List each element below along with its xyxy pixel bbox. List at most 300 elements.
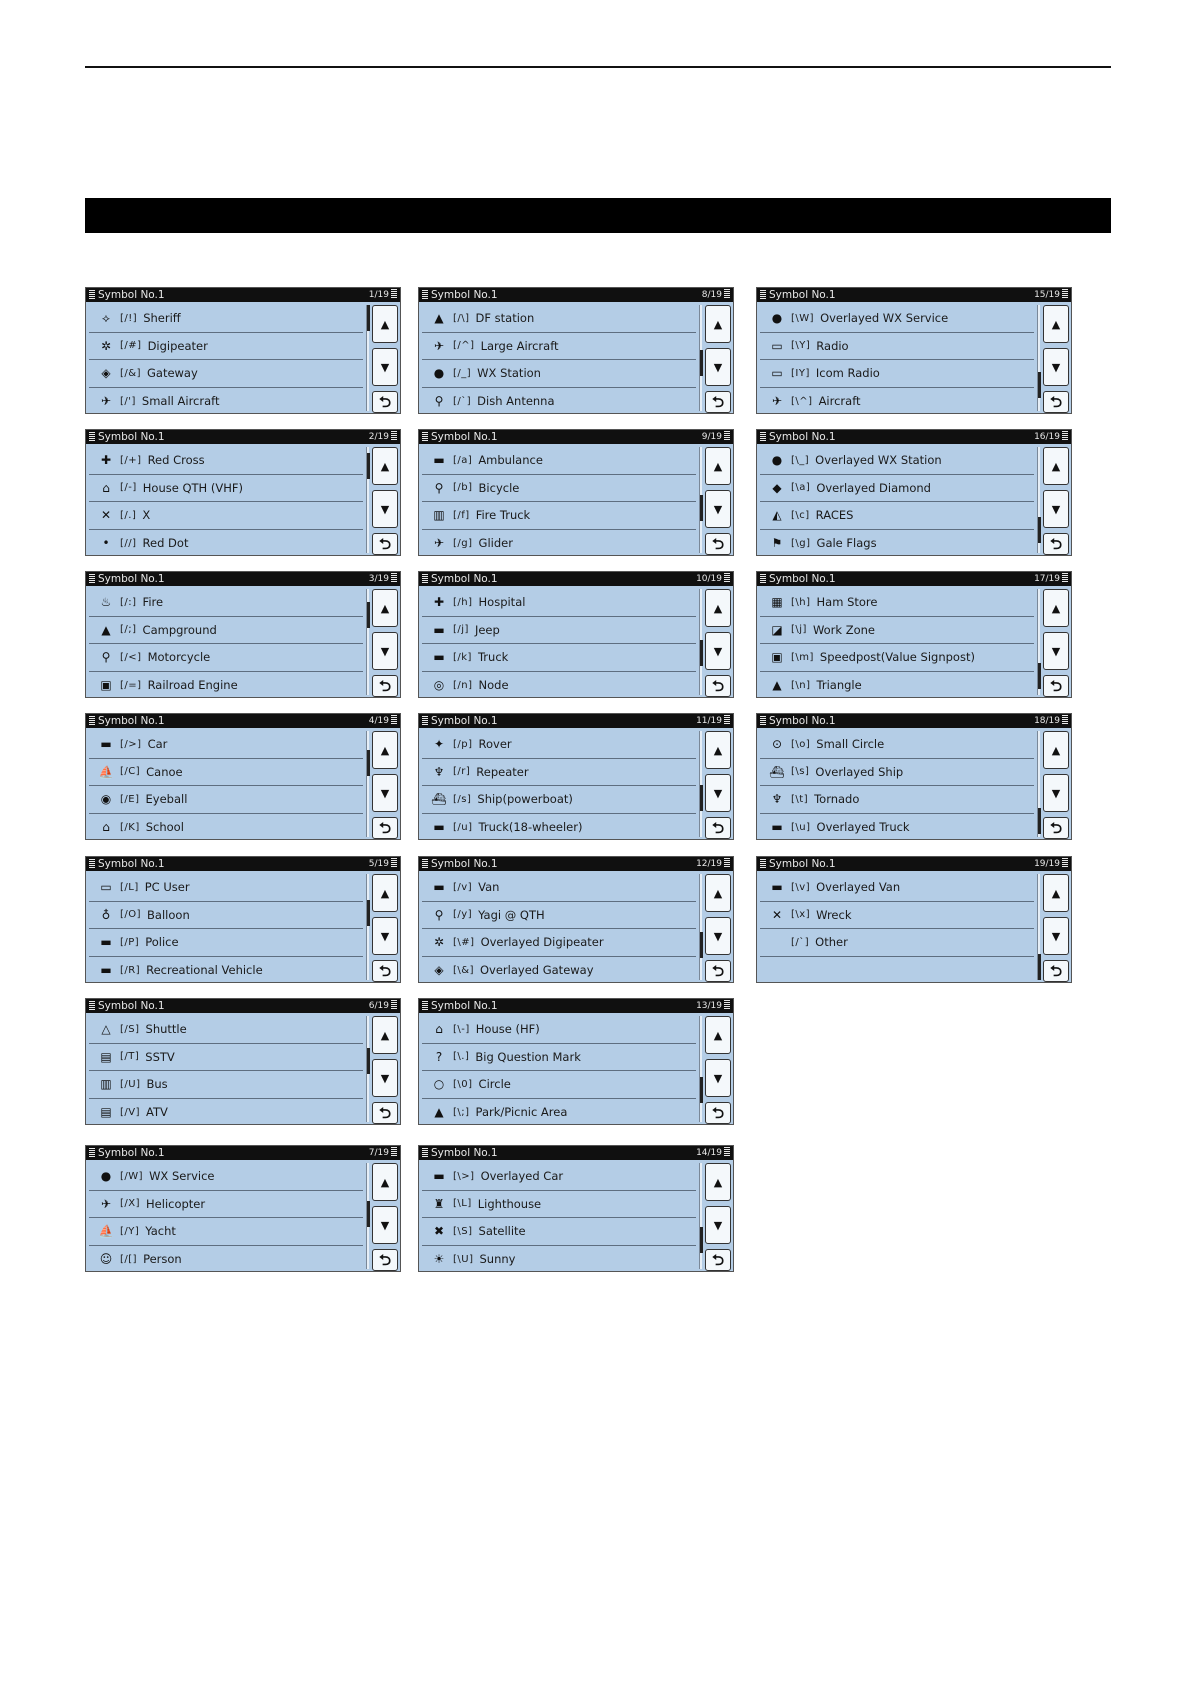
symbol-list-item[interactable] xyxy=(760,814,1034,842)
scroll-up-button[interactable] xyxy=(372,731,398,769)
quick-icon[interactable] xyxy=(724,858,730,867)
symbol-list-item[interactable] xyxy=(422,786,696,814)
scroll-down-button[interactable] xyxy=(1043,348,1069,386)
triangle-down-icon: ▼ xyxy=(713,502,723,516)
symbol-list xyxy=(89,1163,363,1273)
symbol-icon: ▬ xyxy=(771,820,783,835)
quick-icon[interactable] xyxy=(1062,573,1068,582)
page-indicator: 15/19 xyxy=(1034,290,1060,300)
scroll-up-button[interactable] xyxy=(1043,731,1069,769)
symbol-list-item[interactable] xyxy=(760,530,1034,558)
scrollbar[interactable] xyxy=(366,874,369,980)
symbol-list-item[interactable] xyxy=(422,305,696,333)
scrollbar-thumb[interactable] xyxy=(700,1077,703,1103)
scrollbar[interactable] xyxy=(366,447,369,553)
symbol-list-item[interactable] xyxy=(422,1071,696,1099)
scroll-up-button[interactable] xyxy=(372,1016,398,1054)
symbol-list-item[interactable] xyxy=(760,874,1034,902)
symbol-list-item[interactable] xyxy=(89,1246,363,1274)
symbol-list-item[interactable] xyxy=(422,731,696,759)
symbol-code: [/<] xyxy=(120,651,142,663)
symbol-list-item[interactable] xyxy=(760,333,1034,361)
symbol-list-item[interactable] xyxy=(760,929,1034,957)
scroll-up-button[interactable] xyxy=(705,447,731,485)
screen-title: Symbol No.1 xyxy=(431,715,498,727)
scrollbar[interactable] xyxy=(366,589,369,695)
menu-icon[interactable] xyxy=(422,574,428,583)
symbol-list-item[interactable] xyxy=(89,475,363,503)
symbol-screen-10 xyxy=(418,571,734,698)
symbol-list-item[interactable] xyxy=(89,589,363,617)
scrollbar-thumb[interactable] xyxy=(700,785,703,811)
menu-icon[interactable] xyxy=(422,1001,428,1010)
quick-icon[interactable] xyxy=(724,1147,730,1156)
symbol-list xyxy=(89,305,363,415)
scroll-down-button[interactable] xyxy=(705,1206,731,1244)
quick-icon[interactable] xyxy=(724,573,730,582)
symbol-list-item[interactable] xyxy=(89,1218,363,1246)
symbol-label: Truck xyxy=(477,650,509,665)
symbol-label: X xyxy=(142,508,151,523)
symbol-list-item[interactable] xyxy=(760,672,1034,700)
menu-icon[interactable] xyxy=(89,1001,95,1010)
back-button[interactable] xyxy=(1043,675,1069,697)
scroll-up-button[interactable] xyxy=(372,874,398,912)
symbol-list-item[interactable] xyxy=(760,388,1034,416)
symbol-code: [\;] xyxy=(453,1106,470,1118)
scroll-down-button[interactable] xyxy=(1043,774,1069,812)
screen-header xyxy=(419,1146,733,1160)
scrollbar-thumb[interactable] xyxy=(367,1048,370,1074)
symbol-list-item[interactable] xyxy=(760,475,1034,503)
symbol-list-item[interactable] xyxy=(89,814,363,842)
symbol-code: [/K] xyxy=(120,821,140,833)
scrollbar[interactable] xyxy=(366,731,369,837)
symbol-label: Sunny xyxy=(479,1252,516,1267)
symbol-list-item[interactable] xyxy=(760,360,1034,388)
quick-icon[interactable] xyxy=(724,715,730,724)
symbol-label: Fire Truck xyxy=(475,508,531,523)
symbol-list-item[interactable] xyxy=(422,644,696,672)
symbol-code: [/n] xyxy=(453,679,473,691)
symbol-label: Bicycle xyxy=(478,480,520,495)
scrollbar-thumb[interactable] xyxy=(367,453,370,479)
symbol-list-item[interactable] xyxy=(760,644,1034,672)
symbol-list-item[interactable] xyxy=(422,814,696,842)
symbol-label: Hospital xyxy=(478,595,526,610)
symbol-list-item[interactable] xyxy=(89,731,363,759)
symbol-list-item[interactable] xyxy=(422,1218,696,1246)
symbol-icon: ✈ xyxy=(433,536,445,551)
scroll-up-button[interactable] xyxy=(705,874,731,912)
symbol-list-item[interactable] xyxy=(760,617,1034,645)
scroll-up-button[interactable] xyxy=(372,305,398,343)
back-button[interactable] xyxy=(705,391,731,413)
menu-icon[interactable] xyxy=(760,290,766,299)
menu-icon[interactable] xyxy=(89,859,95,868)
scroll-down-button[interactable] xyxy=(372,348,398,386)
symbol-label: School xyxy=(145,820,184,835)
symbol-list-item[interactable] xyxy=(89,786,363,814)
symbol-list-item[interactable] xyxy=(89,902,363,930)
scroll-up-button[interactable] xyxy=(372,1163,398,1201)
symbol-list-item[interactable] xyxy=(89,388,363,416)
symbol-code: [IY] xyxy=(791,367,810,379)
back-button[interactable] xyxy=(372,1102,398,1124)
scrollbar[interactable] xyxy=(699,447,702,553)
scrollbar[interactable] xyxy=(366,305,369,411)
symbol-list-item[interactable] xyxy=(89,672,363,700)
quick-icon[interactable] xyxy=(391,573,397,582)
symbol-code: [\c] xyxy=(791,509,810,521)
symbol-list-item xyxy=(760,957,1034,985)
scroll-down-button[interactable] xyxy=(1043,917,1069,955)
scroll-up-button[interactable] xyxy=(705,1163,731,1201)
symbol-list xyxy=(89,447,363,557)
back-button[interactable] xyxy=(705,1249,731,1271)
back-button[interactable] xyxy=(1043,391,1069,413)
symbol-list-item[interactable] xyxy=(89,644,363,672)
symbol-code: [/L] xyxy=(120,881,139,893)
scrollbar[interactable] xyxy=(699,731,702,837)
symbol-list-item[interactable] xyxy=(760,902,1034,930)
menu-icon[interactable] xyxy=(422,859,428,868)
quick-icon[interactable] xyxy=(1062,715,1068,724)
symbol-label: Rover xyxy=(478,737,512,752)
quick-icon[interactable] xyxy=(391,1147,397,1156)
symbol-icon: ⛴ xyxy=(431,792,447,807)
scroll-down-button[interactable] xyxy=(705,348,731,386)
symbol-list-item[interactable] xyxy=(422,1191,696,1219)
symbol-list-item[interactable] xyxy=(422,1163,696,1191)
symbol-code: [/X] xyxy=(120,1198,141,1210)
symbol-list xyxy=(422,874,696,984)
scrollbar-thumb[interactable] xyxy=(1038,663,1041,689)
screen-header xyxy=(757,430,1071,444)
scrollbar-thumb[interactable] xyxy=(700,640,703,666)
symbol-code: [/\] xyxy=(453,312,470,324)
symbol-label: Circle xyxy=(478,1077,511,1092)
symbol-list-item[interactable] xyxy=(760,731,1034,759)
symbol-screen-7 xyxy=(85,1145,401,1272)
symbol-code: [/g] xyxy=(453,537,473,549)
back-button[interactable] xyxy=(1043,960,1069,982)
symbol-list-item[interactable] xyxy=(422,502,696,530)
scrollbar-thumb[interactable] xyxy=(367,1201,370,1227)
scroll-up-button[interactable] xyxy=(705,731,731,769)
quick-icon[interactable] xyxy=(724,1000,730,1009)
symbol-code: [\g] xyxy=(791,537,811,549)
menu-icon[interactable] xyxy=(89,1148,95,1157)
symbol-label: Sheriff xyxy=(143,311,181,326)
triangle-up-icon: ▲ xyxy=(713,601,723,615)
menu-icon[interactable] xyxy=(760,432,766,441)
symbol-label: Icom Radio xyxy=(815,366,880,381)
scroll-up-button[interactable] xyxy=(1043,589,1069,627)
symbol-label: Small Circle xyxy=(816,737,885,752)
symbol-code: [\#] xyxy=(453,936,475,948)
symbol-list-item[interactable] xyxy=(422,929,696,957)
symbol-label: Overlayed Car xyxy=(480,1169,564,1184)
return-arrow-icon: ⮌ xyxy=(378,961,391,980)
symbol-list-item[interactable] xyxy=(422,957,696,985)
scrollbar-thumb[interactable] xyxy=(1038,517,1041,543)
triangle-up-icon: ▲ xyxy=(380,743,390,757)
menu-icon[interactable] xyxy=(89,290,95,299)
scrollbar-thumb[interactable] xyxy=(700,350,703,376)
symbol-list-item[interactable] xyxy=(89,360,363,388)
menu-icon[interactable] xyxy=(422,432,428,441)
back-button[interactable] xyxy=(705,675,731,697)
back-button[interactable] xyxy=(372,675,398,697)
symbol-list xyxy=(422,589,696,699)
scrollbar-thumb[interactable] xyxy=(1038,954,1041,980)
quick-icon[interactable] xyxy=(1062,858,1068,867)
symbol-icon: ♁ xyxy=(101,907,111,922)
triangle-up-icon: ▲ xyxy=(713,743,723,757)
symbol-icon: ◆ xyxy=(772,480,782,495)
return-arrow-icon: ⮌ xyxy=(378,392,391,411)
scrollbar-thumb[interactable] xyxy=(367,602,370,628)
menu-icon[interactable] xyxy=(422,290,428,299)
symbol-list-item[interactable] xyxy=(422,1099,696,1127)
symbol-list-item[interactable] xyxy=(89,929,363,957)
back-button[interactable] xyxy=(705,817,731,839)
symbol-list xyxy=(89,589,363,699)
back-button[interactable] xyxy=(705,960,731,982)
symbol-list xyxy=(422,305,696,415)
symbol-code: [\-] xyxy=(453,1023,470,1035)
symbol-icon: ● xyxy=(433,366,445,381)
symbol-list-item[interactable] xyxy=(89,1071,363,1099)
scroll-down-button[interactable] xyxy=(372,1059,398,1097)
symbol-list-item[interactable] xyxy=(760,502,1034,530)
scrollbar-thumb[interactable] xyxy=(367,305,370,331)
scrollbar[interactable] xyxy=(699,874,702,980)
scrollbar-thumb[interactable] xyxy=(367,900,370,926)
symbol-list-item[interactable] xyxy=(89,1016,363,1044)
quick-icon[interactable] xyxy=(391,858,397,867)
symbol-code: [/R] xyxy=(120,964,141,976)
symbol-icon: ♆ xyxy=(433,764,445,779)
symbol-code: [/T] xyxy=(120,1051,140,1063)
menu-icon[interactable] xyxy=(760,574,766,583)
symbol-list-item[interactable] xyxy=(422,360,696,388)
back-button[interactable] xyxy=(372,960,398,982)
scroll-down-button[interactable] xyxy=(372,490,398,528)
symbol-list-item[interactable] xyxy=(89,617,363,645)
scrollbar[interactable] xyxy=(699,1163,702,1269)
symbol-list-item[interactable] xyxy=(89,1044,363,1072)
symbol-list-item[interactable] xyxy=(89,530,363,558)
symbol-list-item[interactable] xyxy=(760,759,1034,787)
menu-icon[interactable] xyxy=(422,716,428,725)
scroll-down-button[interactable] xyxy=(705,632,731,670)
symbol-list-item[interactable] xyxy=(422,1016,696,1044)
scroll-down-button[interactable] xyxy=(372,632,398,670)
symbol-code: [/-] xyxy=(120,482,137,494)
return-arrow-icon: ⮌ xyxy=(378,818,391,837)
symbol-icon: ✲ xyxy=(100,338,112,353)
scrollbar-thumb[interactable] xyxy=(367,750,370,776)
scroll-up-button[interactable] xyxy=(1043,447,1069,485)
symbol-list-item[interactable] xyxy=(89,1191,363,1219)
menu-icon[interactable] xyxy=(760,859,766,868)
symbol-icon: ✈ xyxy=(100,394,112,409)
scroll-up-button[interactable] xyxy=(372,589,398,627)
screen-title: Symbol No.1 xyxy=(98,1000,165,1012)
symbol-list-item[interactable] xyxy=(760,447,1034,475)
menu-icon[interactable] xyxy=(422,1148,428,1157)
symbol-label: Balloon xyxy=(147,907,190,922)
symbol-list-item[interactable] xyxy=(89,333,363,361)
scroll-down-button[interactable] xyxy=(1043,632,1069,670)
symbol-icon: ▲ xyxy=(434,311,444,326)
symbol-list-item[interactable] xyxy=(422,475,696,503)
symbol-screen-4 xyxy=(85,713,401,840)
quick-icon[interactable] xyxy=(1062,431,1068,440)
symbol-list-item[interactable] xyxy=(89,305,363,333)
scroll-up-button[interactable] xyxy=(705,589,731,627)
scrollbar[interactable] xyxy=(1037,874,1040,980)
symbol-code: [\a] xyxy=(791,482,811,494)
symbol-screen-2 xyxy=(85,429,401,556)
scrollbar-thumb[interactable] xyxy=(700,932,703,958)
menu-icon[interactable] xyxy=(89,432,95,441)
screen-title: Symbol No.1 xyxy=(769,289,836,301)
menu-icon[interactable] xyxy=(760,716,766,725)
quick-icon[interactable] xyxy=(1062,289,1068,298)
menu-icon[interactable] xyxy=(89,574,95,583)
scroll-up-button[interactable] xyxy=(372,447,398,485)
scrollbar[interactable] xyxy=(1037,731,1040,837)
symbol-list-item[interactable] xyxy=(422,902,696,930)
back-button[interactable] xyxy=(372,391,398,413)
symbol-list-item[interactable] xyxy=(422,530,696,558)
quick-icon[interactable] xyxy=(391,289,397,298)
scroll-up-button[interactable] xyxy=(1043,874,1069,912)
scroll-up-button[interactable] xyxy=(705,305,731,343)
page-indicator: 18/19 xyxy=(1034,716,1060,726)
scrollbar[interactable] xyxy=(366,1016,369,1122)
scroll-up-button[interactable] xyxy=(705,1016,731,1054)
return-arrow-icon: ⮌ xyxy=(1049,534,1062,553)
scroll-down-button[interactable] xyxy=(705,774,731,812)
symbol-code: [/r] xyxy=(453,766,471,778)
scrollbar[interactable] xyxy=(366,1163,369,1269)
screen-header xyxy=(419,288,733,302)
back-button[interactable] xyxy=(705,1102,731,1124)
scroll-down-button[interactable] xyxy=(372,1206,398,1244)
triangle-up-icon: ▲ xyxy=(713,317,723,331)
symbol-label: Red Dot xyxy=(142,536,189,551)
symbol-list-item[interactable] xyxy=(422,447,696,475)
symbol-list-item[interactable] xyxy=(760,305,1034,333)
scrollbar-thumb[interactable] xyxy=(1038,808,1041,834)
symbol-list-item[interactable] xyxy=(422,617,696,645)
scroll-down-button[interactable] xyxy=(705,917,731,955)
symbol-code: [\h] xyxy=(791,596,811,608)
symbol-list-item[interactable] xyxy=(422,589,696,617)
scrollbar[interactable] xyxy=(1037,305,1040,411)
quick-icon[interactable] xyxy=(724,289,730,298)
symbol-list-item[interactable] xyxy=(760,589,1034,617)
symbol-icon: ▲ xyxy=(434,1105,444,1120)
scroll-up-button[interactable] xyxy=(1043,305,1069,343)
symbol-label: House QTH (VHF) xyxy=(142,480,243,495)
menu-icon[interactable] xyxy=(89,716,95,725)
symbol-list-item[interactable] xyxy=(89,874,363,902)
symbol-list-item[interactable] xyxy=(422,388,696,416)
scroll-down-button[interactable] xyxy=(372,774,398,812)
symbol-list-item[interactable] xyxy=(89,759,363,787)
screen-title: Symbol No.1 xyxy=(98,858,165,870)
symbol-list-item[interactable] xyxy=(89,1163,363,1191)
symbol-icon xyxy=(768,934,786,950)
triangle-down-icon: ▼ xyxy=(380,786,390,800)
quick-icon[interactable] xyxy=(391,431,397,440)
scrollbar[interactable] xyxy=(699,589,702,695)
screen-title: Symbol No.1 xyxy=(431,289,498,301)
symbol-code: [\u] xyxy=(791,821,811,833)
symbol-list-item[interactable] xyxy=(422,672,696,700)
scroll-down-button[interactable] xyxy=(1043,490,1069,528)
scrollbar[interactable] xyxy=(699,305,702,411)
back-button[interactable] xyxy=(372,1249,398,1271)
scrollbar-thumb[interactable] xyxy=(700,495,703,521)
symbol-list-item[interactable] xyxy=(760,786,1034,814)
scroll-down-button[interactable] xyxy=(705,490,731,528)
symbol-list-item[interactable] xyxy=(422,1246,696,1274)
back-button[interactable] xyxy=(372,817,398,839)
symbol-icon: ? xyxy=(435,1049,443,1064)
scroll-down-button[interactable] xyxy=(705,1059,731,1097)
page-indicator: 11/19 xyxy=(696,716,722,726)
triangle-up-icon: ▲ xyxy=(380,1028,390,1042)
scrollbar[interactable] xyxy=(1037,447,1040,553)
symbol-list-item[interactable] xyxy=(89,447,363,475)
symbol-list-item[interactable] xyxy=(422,333,696,361)
symbol-list-item[interactable] xyxy=(89,502,363,530)
back-button[interactable] xyxy=(1043,817,1069,839)
symbol-list-item[interactable] xyxy=(422,874,696,902)
symbol-label: Canoe xyxy=(146,764,183,779)
quick-icon[interactable] xyxy=(391,1000,397,1009)
symbol-list-item[interactable] xyxy=(89,1099,363,1127)
quick-icon[interactable] xyxy=(391,715,397,724)
back-button[interactable] xyxy=(372,533,398,555)
symbol-icon: ▬ xyxy=(433,622,445,637)
back-button[interactable] xyxy=(705,533,731,555)
symbol-icon: ◉ xyxy=(100,792,112,807)
scrollbar[interactable] xyxy=(699,1016,702,1122)
triangle-down-icon: ▼ xyxy=(713,1071,723,1085)
symbol-list xyxy=(760,874,1034,984)
scrollbar-thumb[interactable] xyxy=(1038,372,1041,398)
triangle-down-icon: ▼ xyxy=(713,360,723,374)
symbol-list-item[interactable] xyxy=(89,957,363,985)
scroll-down-button[interactable] xyxy=(372,917,398,955)
quick-icon[interactable] xyxy=(724,431,730,440)
symbol-list-item[interactable] xyxy=(422,759,696,787)
back-button[interactable] xyxy=(1043,533,1069,555)
return-arrow-icon: ⮌ xyxy=(1049,676,1062,695)
scrollbar[interactable] xyxy=(1037,589,1040,695)
symbol-list-item[interactable] xyxy=(422,1044,696,1072)
scrollbar-thumb[interactable] xyxy=(700,1227,703,1253)
symbol-code: [/U] xyxy=(120,1078,141,1090)
symbol-label: Triangle xyxy=(816,678,862,693)
